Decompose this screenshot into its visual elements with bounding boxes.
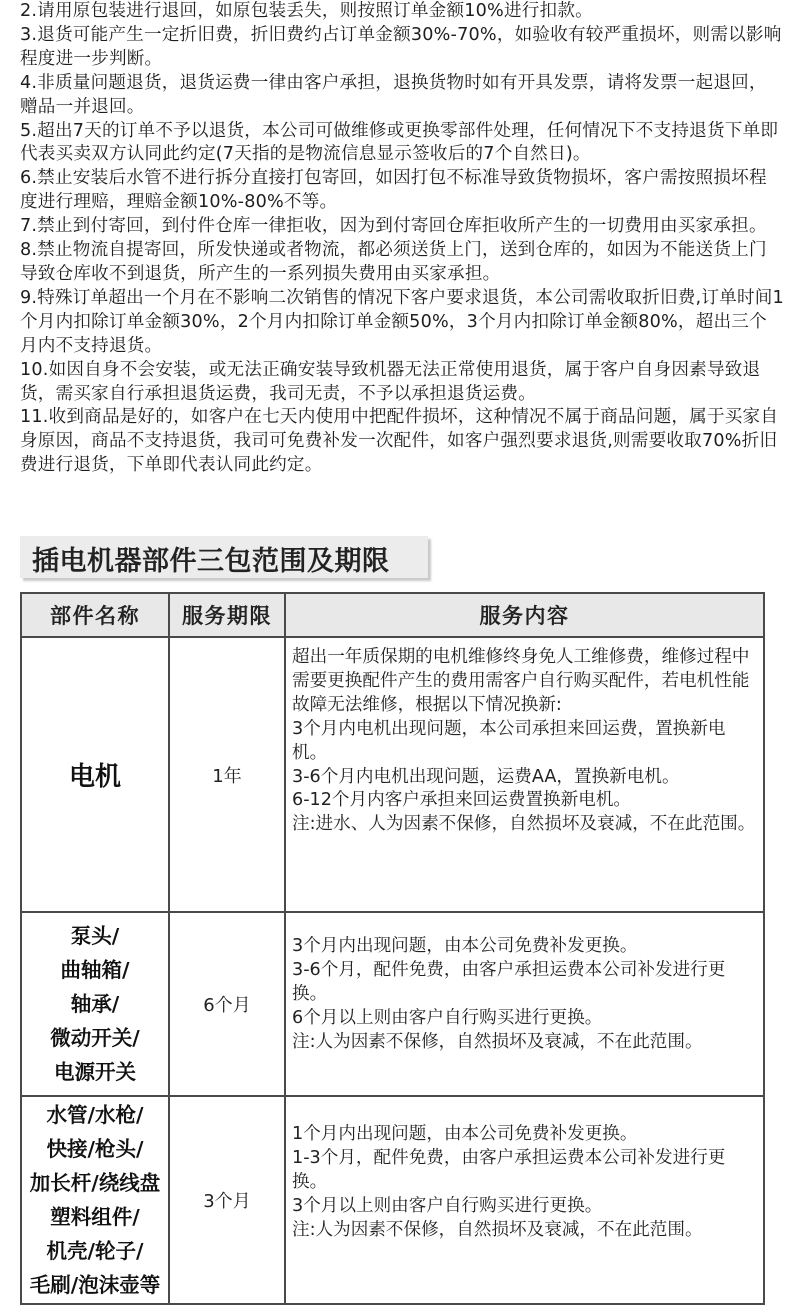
content-line: 3-6个月内电机出现问题，运费AA，置换新电机。 bbox=[292, 766, 680, 787]
content-line: 6个月以上则由客户自行购买进行更换。 bbox=[292, 1007, 603, 1028]
term-item: 9.特殊订单超出一个月在不影响二次销售的情况下客户要求退货，本公司需收取折旧费,订单时间1个月内扣除订单金额30%，2个月内扣除订单金额50%，3个月内扣除订单金额80%，超出三个月内不支持退货。 bbox=[20, 287, 784, 356]
period-cell: 3个月 bbox=[169, 1096, 285, 1304]
header-part-name: 部件名称 bbox=[21, 593, 169, 637]
part-name: 曲轴箱/ bbox=[60, 958, 130, 982]
header-service-content: 服务内容 bbox=[285, 593, 764, 637]
part-name: 轴承/ bbox=[70, 992, 120, 1016]
table-row bbox=[21, 1096, 764, 1304]
part-name-cell bbox=[21, 1096, 169, 1304]
content-line: 3个月以上则由客户自行购买进行更换。 bbox=[292, 1195, 603, 1216]
term-item: 10.如因自身不会安装，或无法正确安装导致机器无法正常使用退货，属于客户自身因素导致退货，需买家自行承担退货运费，我司无责，不予以承担退货运费。 bbox=[20, 359, 761, 404]
content-line: 注:人为因素不保修，自然损坏及衰减，不在此范围。 bbox=[292, 1031, 703, 1052]
table-header-row bbox=[21, 593, 764, 637]
period-cell: 1年 bbox=[169, 637, 285, 912]
table-row bbox=[21, 637, 764, 912]
section-title: 插电机器部件三包范围及期限 bbox=[32, 546, 390, 577]
term-item: 3.退货可能产生一定折旧费，折旧费约占订单金额30%-70%，如验收有较严重损坏，则需以影响程度进一步判断。 bbox=[20, 24, 782, 69]
content-line: 3个月内出现问题，由本公司免费补发更换。 bbox=[292, 936, 638, 956]
content-line: 3个月内电机出现问题，本公司承担来回运费，置换新电机。 bbox=[292, 718, 726, 763]
warranty-table bbox=[20, 592, 765, 1305]
term-item: 8.禁止物流自提寄回，所发快递或者物流，都必须送货上门，送到仓库的，如因为不能送货上门导致仓库收不到退货，所产生的一系列损失费用由买家承担。 bbox=[20, 240, 767, 284]
service-content-cell bbox=[285, 1096, 764, 1304]
term-item: 11.收到商品是好的，如客户在七天内使用中把配件损坏，这种情况不属于商品问题，属于买家自身原因，商品不支持退货，我司可免费补发一次配件，如客户强烈要求退货,则需要收取70%折旧费进行退货，下单即代表认同此约定。 bbox=[20, 407, 779, 476]
part-name: 毛刷/泡沫壶等 bbox=[29, 1273, 161, 1297]
part-name: 塑料组件/ bbox=[50, 1205, 140, 1229]
content-line: 超出一年质保期的电机维修终身免人工维修费，维修过程中需要更换配件产生的费用需客户自行购买配件，若电机性能故障无法维修，根据以下情况换新: bbox=[292, 647, 750, 715]
header-service-period: 服务期限 bbox=[169, 593, 285, 637]
content-line: 3-6个月，配件免费，由客户承担运费本公司补发进行更换。 bbox=[292, 959, 726, 1004]
return-policy-terms bbox=[20, 0, 784, 478]
service-content-cell bbox=[285, 912, 764, 1096]
term-item: 4.非质量问题退货，退货运费一律由客户承担，退换货物时如有开具发票，请将发票一起退回，赠品一并退回。 bbox=[20, 72, 767, 117]
term-item: 6.禁止安装后水管不进行拆分直接打包寄回，如因打包不标准导致货物损坏，客户需按照损坏程度进行理赔，理赔金额10%-80%不等。 bbox=[20, 168, 767, 213]
content-line: 6-12个月内客户承担来回运费置换新电机。 bbox=[292, 790, 632, 811]
part-name: 快接/枪头/ bbox=[46, 1137, 144, 1161]
section-header bbox=[20, 536, 428, 578]
part-name-cell bbox=[21, 637, 169, 912]
term-item: 2.请用原包装进行退回，如原包装丢失，则按照订单金额10%进行扣款。 bbox=[20, 1, 593, 21]
table-row bbox=[21, 912, 764, 1096]
part-name: 加长杆/绕线盘 bbox=[29, 1171, 161, 1195]
part-name: 电机 bbox=[68, 762, 121, 792]
part-name: 机壳/轮子/ bbox=[46, 1239, 144, 1263]
term-item: 7.禁止到付寄回，到付件仓库一律拒收，因为到付寄回仓库拒收所产生的一切费用由买家承担。 bbox=[20, 216, 767, 237]
content-line: 注:进水、人为因素不保修，自然损坏及衰减，不在此范围。 bbox=[292, 814, 756, 835]
part-name: 水管/水枪/ bbox=[46, 1103, 144, 1127]
service-content-cell bbox=[285, 637, 764, 912]
content-line: 1个月内出现问题，由本公司免费补发更换。 bbox=[292, 1124, 638, 1144]
part-name-cell bbox=[21, 912, 169, 1096]
part-name: 电源开关 bbox=[54, 1060, 136, 1084]
period-cell: 6个月 bbox=[169, 912, 285, 1096]
part-name: 泵头/ bbox=[70, 924, 120, 948]
content-line: 注:人为因素不保修，自然损坏及衰减，不在此范围。 bbox=[292, 1219, 703, 1240]
part-name: 微动开关/ bbox=[50, 1026, 140, 1050]
term-item: 5.超出7天的订单不予以退货，本公司可做维修或更换零部件处理，任何情况下不支持退货下单即代表买卖双方认同此约定(7天指的是物流信息显示签收后的7个自然日)。 bbox=[20, 120, 779, 165]
content-line: 1-3个月，配件免费，由客户承担运费本公司补发进行更换。 bbox=[292, 1147, 726, 1192]
